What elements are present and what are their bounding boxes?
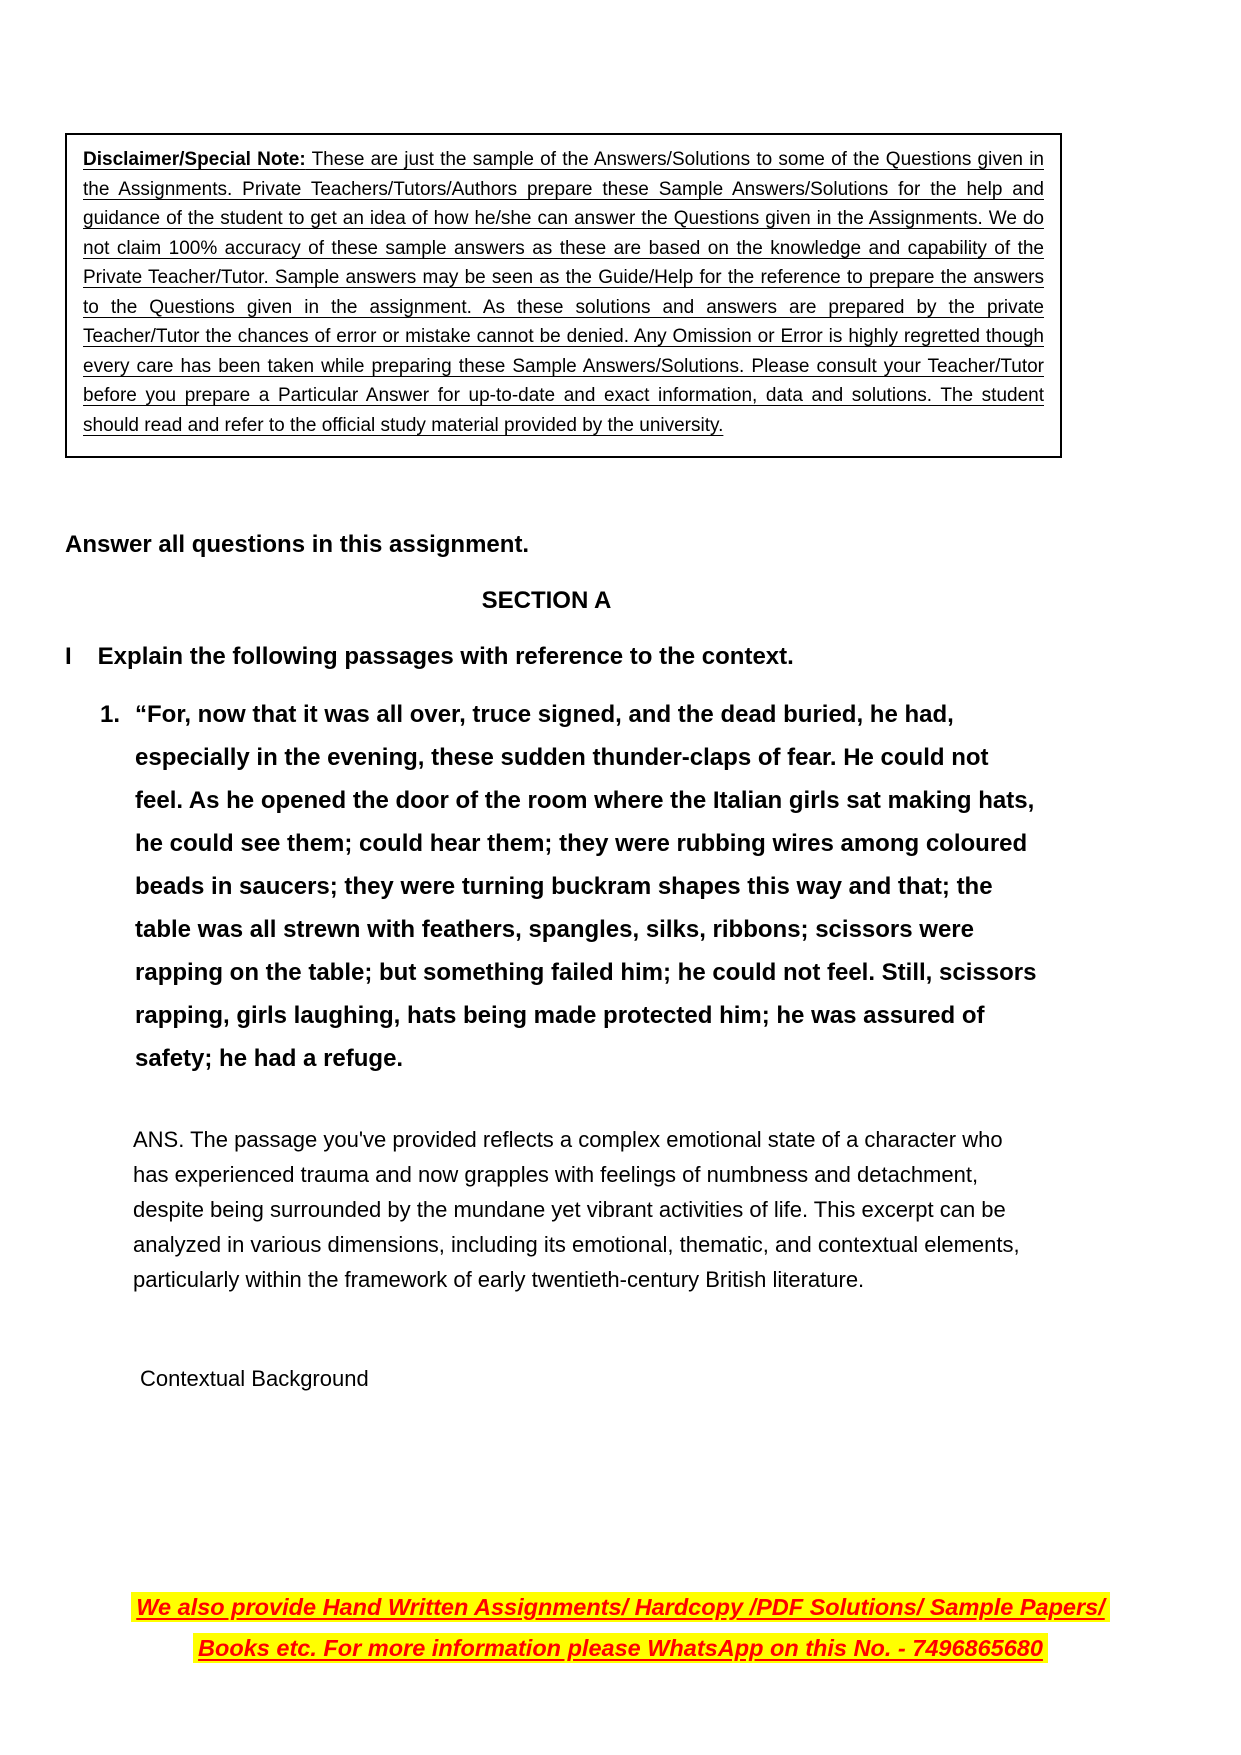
answer-1-paragraph: ANS. The passage you've provided reflects a complex emotional state of a character who has experienced trauma and now grapples with feelings of numbness and detachment, despite being surrounded by the mundane yet vibrant activities of life. This excerpt can be analyzed in various dimensions, including its emotional, thematic, and contextual elements, particularly within the framework of early twentieth-century British literature. (133, 1127, 1020, 1292)
disclaimer-label: Disclaimer/Special Note: (83, 149, 306, 170)
disclaimer-body: These are just the sample of the Answers/Solutions to some of the Questions given in the Assignments. Private Teachers/Tutors/Authors prepare these Sample Answers/Solutions for the help and guidance of the student to get an idea of how he/she can answer the Questions given in the Assignments. We do not claim 100% accuracy of these sample answers as these are based on the knowledge and capability of the Private Teacher/Tutor. Sample answers may be seen as the Guide/Help for the reference to prepare the answers to the Questions given in the assignment. As these solutions and answers are prepared by the private Teacher/Tutor the chances of error or mistake cannot be denied. Any Omission or Error is highly regretted though every care has been taken while preparing these Sample Answers/Solutions. Please consult your Teacher/Tutor before you prepare a Particular Answer for up-to-date and exact information, data and solutions. The student should read and refer to the official study material provided by the university. (83, 149, 1044, 436)
question-1-passage: “For, now that it was all over, truce signed, and the dead buried, he had, especially in the evening, these sudden thunder-claps of fear. He could not feel. As he opened the door of the room where the Italian girls sat making hats, he could see them; could hear them; they were rubbing wires among coloured beads in saucers; they were turning buckram shapes this way and that; the table was all strewn with feathers, spangles, silks, ribbons; scissors were rapping on the table; but something failed him; he could not feel. Still, scissors rapping, girls laughing, hats being made protected him; he was assured of safety; he had a refuge. (135, 701, 1037, 1072)
instruction-heading: Answer all questions in this assignment. (65, 531, 530, 558)
question-1-item (100, 693, 1040, 1080)
footer-promo (0, 1587, 1241, 1669)
disclaimer-paragraph (83, 145, 1044, 440)
disclaimer-box (65, 133, 1062, 458)
contextual-background-subheading: Contextual Background (140, 1366, 369, 1391)
question-group-text: Explain the following passages with reference to the context. (97, 643, 794, 670)
question-group-heading (65, 643, 794, 671)
footer-promo-line2: Books etc. For more information please WhatsApp on this No. - 7496865680 (193, 1633, 1048, 1663)
footer-promo-line1: We also provide Hand Written Assignments/ Hardcopy /PDF Solutions/ Sample Papers/ (131, 1592, 1110, 1622)
question-1-number: 1. (100, 701, 121, 728)
question-group-numeral: I (65, 643, 72, 670)
section-a-heading: SECTION A (481, 587, 612, 614)
